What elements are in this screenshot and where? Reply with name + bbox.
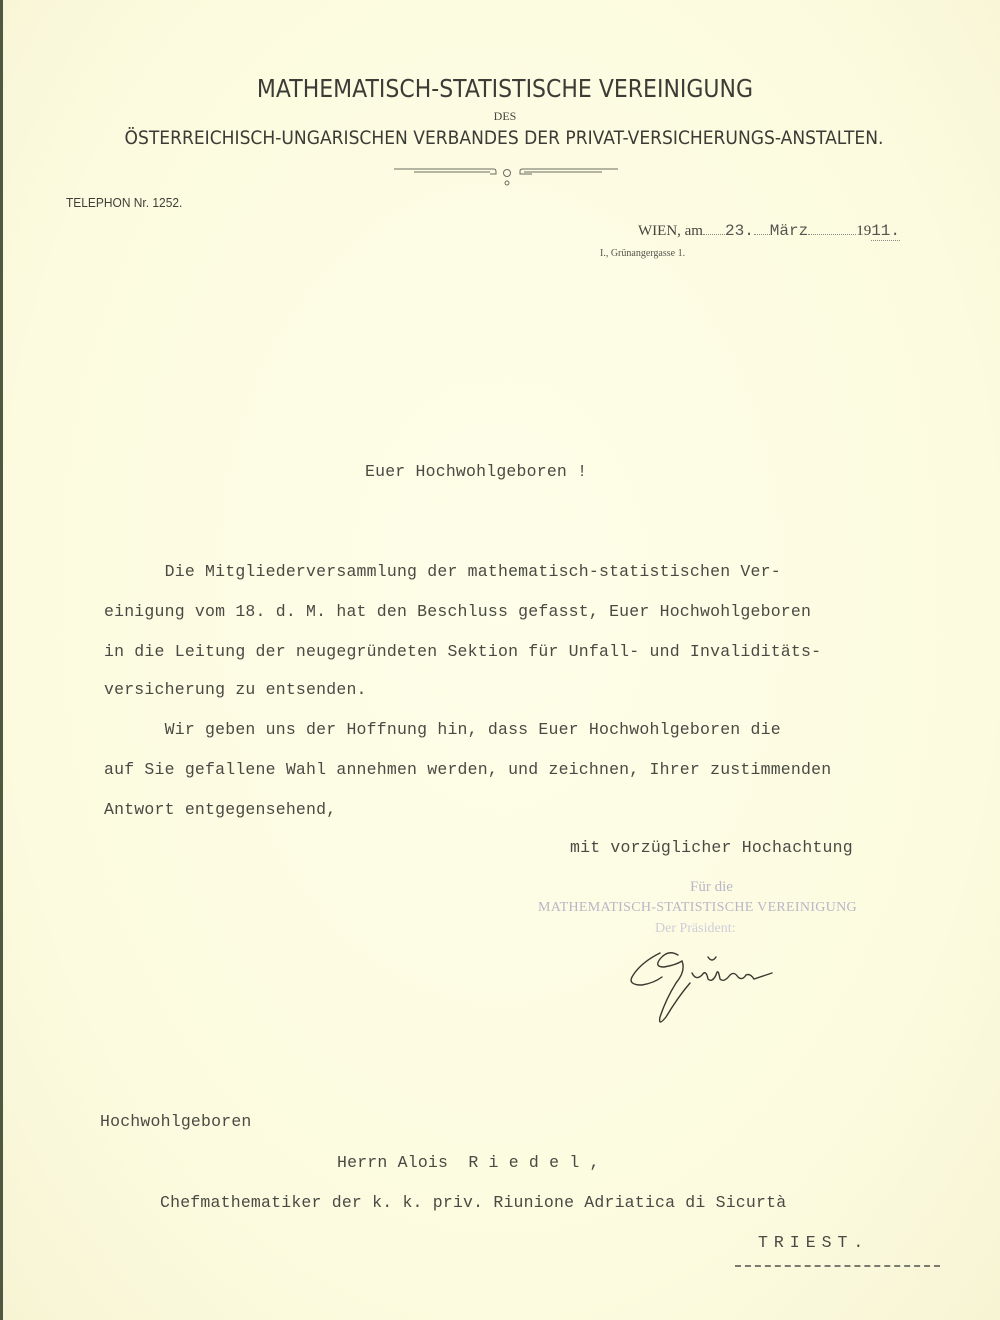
date-year-suffix: 11. [871,222,901,240]
date-year-prefix: 19 [856,223,872,239]
dotted-leader [754,234,770,235]
body-line: Wir geben uns der Hoffnung hin, dass Euer Hochwohlgeboren die [104,720,781,739]
street-address: I., Grünangergasse 1. [600,248,686,259]
body-line: in die Leitung der neugegründeten Sektion für Unfall- und Invaliditäts- [104,642,822,661]
closing-phrase: mit vorzüglicher Hochachtung [570,838,853,857]
body-line: auf Sie gefallene Wahl annehmen werden, und zeichnen, Ihrer zustimmenden [104,760,832,779]
telephone-number: TELEPHON Nr. 1252. [66,195,183,210]
city-underline [735,1265,940,1267]
recipient-name: Herrn Alois R i e d e l , [337,1153,600,1172]
recipient-honorific: Hochwohlgeboren [100,1112,252,1131]
dotted-leader [808,234,856,235]
dotted-leader [703,234,725,235]
salutation: Euer Hochwohlgeboren ! [365,462,588,481]
recipient-city: TRIEST. [758,1233,870,1252]
place-label: WIEN, am [638,223,703,239]
date-line [638,222,900,241]
stamp-line-3: Der Präsident: [655,921,736,936]
stamp-line-1: Für die [690,879,733,895]
ornament-divider-icon [392,160,622,190]
signature-icon [620,935,820,1035]
recipient-title: Chefmathematiker der k. k. priv. Riunione Adriatica di Sicurtà [160,1193,787,1212]
body-line: versicherung zu entsenden. [104,680,367,699]
letterhead-des: DES [493,109,517,123]
date-day: 23. [724,222,754,240]
date-month: März [769,222,809,240]
body-line: einigung vom 18. d. M. hat den Beschluss gefasst, Euer Hochwohlgeboren [104,602,812,621]
letterhead-subtitle: ÖSTERREICHISCH-UNGARISCHEN VERBANDES DER PRIVAT-VERSICHERUNGS-ANSTALTEN. [124,127,884,149]
stamp-line-2: MATHEMATISCH-STATISTISCHE VEREINIGUNG [538,900,857,915]
scan-edge [0,0,3,1320]
letterhead-title: MATHEMATISCH-STATISTISCHE VEREINIGUNG [256,74,754,103]
body-line: Die Mitgliederversammlung der mathematisch-statistischen Ver- [104,562,781,581]
body-line: Antwort entgegensehend, [104,800,337,819]
